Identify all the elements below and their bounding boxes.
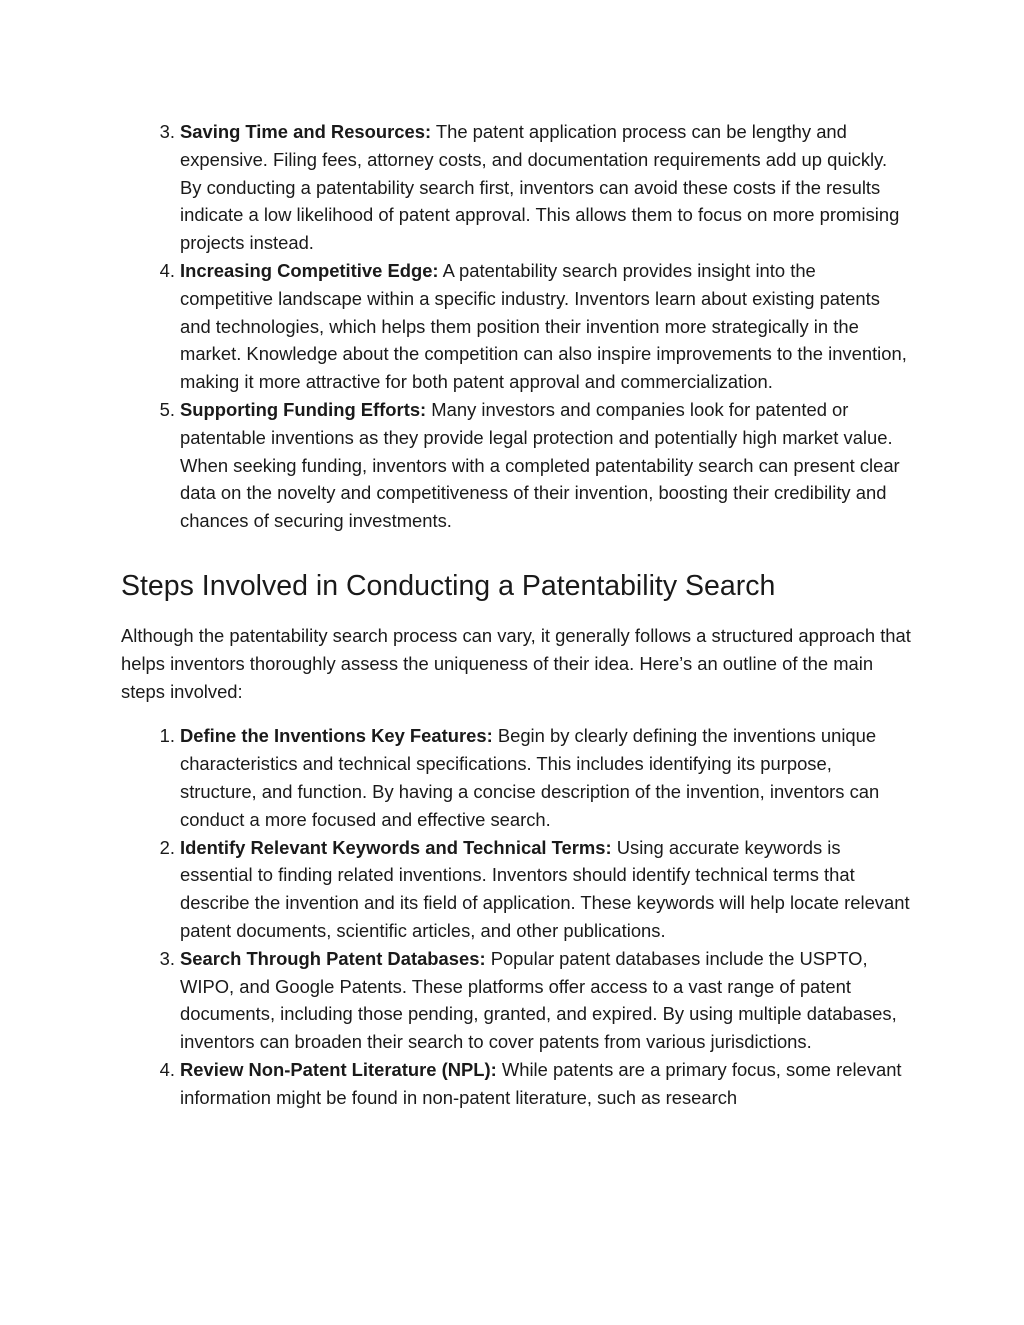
steps-list [121,722,911,1111]
list-item-lead: Define the Inventions Key Features: [180,725,493,747]
list-item-lead: Review Non-Patent Literature (NPL): [180,1058,497,1080]
list-item-text: Begin by clearly defining the inventions unique characteristics and technical specifications. This includes identifying its purpose, structure, and function. By having a concise description of the invention, inventors can conduct a more focused and effective search. [180,725,880,830]
list-item [121,722,911,833]
list-item-text: Using accurate keywords is essential to finding related inventions. Inventors should identify technical terms that describe the invention and its field of application. These keywords will help locate relevant patent documents, scientific articles, and other publications. [180,836,910,941]
benefits-list [121,118,911,535]
document-page [121,118,911,1112]
list-number: 5. [159,398,175,420]
list-item-lead: Supporting Funding Efforts: [180,398,427,420]
list-number: 3. [159,121,175,142]
list-item-lead: Increasing Competitive Edge: [180,259,439,281]
list-item-text: A patentability search provides insight into the competitive landscape within a specific industry. Inventors learn about existing patents and technologies, which helps them position their invention more strategically in the market. Knowledge about the competition can also inspire improvements to the invention, making it more attractive for both patent approval and commercialization. [180,259,907,393]
list-item-text: While patents are a primary focus, some relevant information might be found in non-patent literature, such as research [180,1058,902,1108]
list-number: 3. [159,947,175,969]
list-number: 4. [159,259,175,281]
list-number: 4. [159,1058,175,1080]
list-item [121,834,911,945]
list-item-text: The patent application process can be lengthy and expensive. Filing fees, attorney costs, and documentation requirements add up quickly. By conducting a patentability search first, inventors can avoid these costs if the results indicate a low likelihood of patent approval. This allows them to focus on more promising projects instead. [180,121,900,254]
list-item [121,118,911,257]
list-item-lead: Search Through Patent Databases: [180,947,486,969]
list-item [121,257,911,396]
list-number: 2. [159,836,175,858]
list-item-text: Many investors and companies look for patented or patentable inventions as they provide legal protection and potentially high market value. When seeking funding, inventors with a completed patentability search can present clear data on the novelty and competitiveness of their invention, boosting their credibility and chances of securing investments. [180,398,900,532]
list-item [121,396,911,535]
list-item [121,1056,911,1112]
list-item-lead: Saving Time and Resources: [180,121,432,142]
list-item-text: Popular patent databases include the USPTO, WIPO, and Google Patents. These platforms offer access to a vast range of patent documents, including those pending, granted, and expired. By using multiple databases, inventors can broaden their search to cover patents from various jurisdictions. [180,947,897,1053]
list-number: 1. [159,725,175,747]
section-heading: Steps Involved in Conducting a Patentability Search [121,569,776,602]
intro-paragraph: Although the patentability search process can vary, it generally follows a structured approach that helps inventors thoroughly assess the uniqueness of their idea. Here’s an outline of the main steps involved: [121,624,911,702]
list-item [121,945,911,1056]
list-item-lead: Identify Relevant Keywords and Technical Terms: [180,836,612,858]
